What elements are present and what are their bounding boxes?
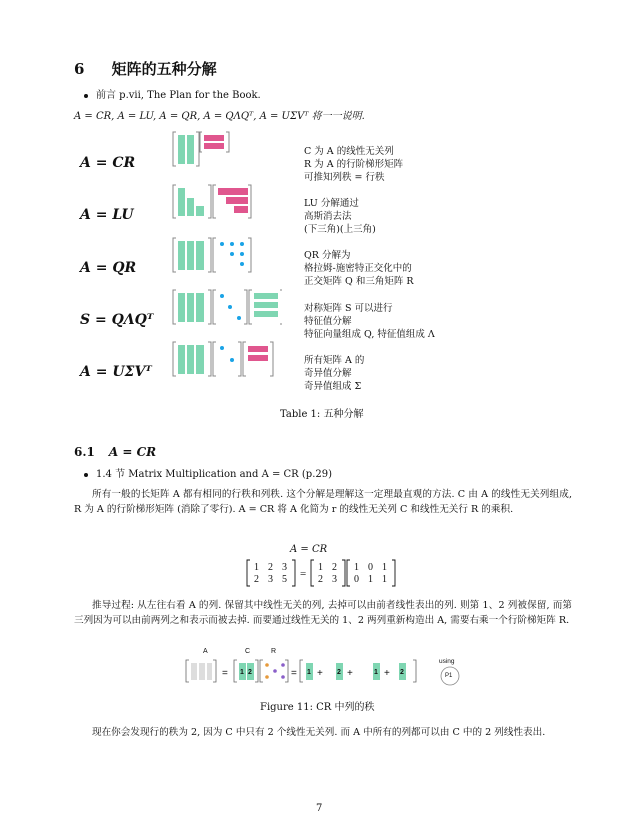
display-equation bbox=[246, 558, 396, 588]
matrix-a-cell: 3 bbox=[268, 574, 273, 585]
table-row-eq-cr: A = CR bbox=[80, 155, 136, 171]
equals-sign: = bbox=[300, 568, 307, 580]
desc-line: 特征值分解 bbox=[304, 316, 352, 327]
desc-line: 格拉姆-施密特正交化中的 bbox=[304, 263, 412, 274]
table-row-desc-cr bbox=[304, 145, 403, 184]
figure-cell-label: 1 bbox=[374, 669, 378, 676]
desc-line: 正交矩阵 Q 和三角矩阵 R bbox=[304, 276, 414, 287]
desc-line: (下三角)(上三角) bbox=[304, 224, 376, 235]
bullet-dot bbox=[84, 473, 88, 477]
table-row-eq-qlq: S = QΛQᵀ bbox=[80, 312, 154, 328]
desc-line: 特征向量组成 Q, 特征值组成 Λ bbox=[304, 329, 435, 340]
table-row-desc-qlq bbox=[304, 302, 435, 341]
subsection-heading bbox=[74, 445, 156, 459]
figure-11 bbox=[185, 648, 485, 690]
matrix-c-cell: 1 bbox=[318, 562, 323, 573]
display-eq-label: A = CR bbox=[290, 544, 328, 555]
subsection-title: A = CR bbox=[108, 445, 157, 459]
matrix-r-cell: 1 bbox=[368, 574, 373, 585]
table-row-eq-usv: A = UΣVᵀ bbox=[80, 364, 152, 380]
matrix-c-cell: 3 bbox=[332, 574, 337, 585]
paragraph-2: 推导过程: 从左往右看 A 的列. 保留其中线性无关的列, 去掉可以由前者线性表出的列. 则第 1、2 列被保留, 而第三列因为可以由前两列之和表示而被去掉. 而要通过线性无关的 1、2 两列重新构造出 A, 需要右乘一个行阶梯矩阵 R. bbox=[74, 600, 572, 626]
svg-text:=: = bbox=[222, 668, 228, 679]
svg-text:=: = bbox=[291, 668, 297, 679]
desc-line: 奇异值分解 bbox=[304, 368, 352, 379]
bullet-dot bbox=[84, 94, 88, 98]
svg-text:+: + bbox=[384, 668, 390, 679]
sub-bullet-text: 1.4 节 Matrix Multiplication and A = CR (p.29) bbox=[96, 469, 332, 480]
subsection-number: 6.1 bbox=[74, 445, 95, 459]
matrix-r-cell: 1 bbox=[354, 562, 359, 573]
matrix-c-cell: 2 bbox=[318, 574, 323, 585]
table-row-eq-qr: A = QR bbox=[80, 260, 137, 276]
paragraph-3: 现在你会发现行的秩为 2, 因为 C 中只有 2 个线性无关列. 而 A 中所有的列都可以由 C 中的 2 列线性表出. bbox=[92, 727, 546, 738]
desc-line: 可推知列秩 = 行秩 bbox=[304, 172, 385, 183]
matrix-r-cell: 1 bbox=[382, 562, 387, 573]
figure-cell-label: 2 bbox=[337, 669, 341, 676]
figure-cell-label: 2 bbox=[400, 669, 404, 676]
svg-text:+: + bbox=[317, 668, 323, 679]
table-row-desc-usv bbox=[304, 354, 364, 393]
figure-caption: Figure 11: CR 中列的秩 bbox=[260, 702, 375, 713]
table-row-desc-qr bbox=[304, 249, 414, 288]
matrix-c-cell: 2 bbox=[332, 562, 337, 573]
desc-line: QR 分解为 bbox=[304, 250, 351, 261]
desc-line: R 为 A 的行阶梯形矩阵 bbox=[304, 159, 404, 170]
table-caption: Table 1: 五种分解 bbox=[280, 409, 364, 420]
summary-line: A = CR, A = LU, A = QR, A = QΛQᵀ, A = UΣVᵀ 将一一说明. bbox=[74, 111, 365, 122]
table-row-eq-lu: A = LU bbox=[80, 207, 134, 223]
figure-cell-label: 2 bbox=[248, 669, 252, 676]
desc-line: LU 分解通过 bbox=[304, 198, 359, 209]
section-title: 矩阵的五种分解 bbox=[111, 60, 217, 78]
matrix-a-cell: 5 bbox=[282, 574, 287, 585]
matrix-r-cell: 0 bbox=[368, 562, 373, 573]
fig-label-a: A bbox=[203, 648, 208, 655]
table-row-desc-lu bbox=[304, 197, 376, 236]
fig-label-c: C bbox=[245, 648, 251, 655]
figure-cell-label: 1 bbox=[307, 669, 311, 676]
desc-line: C 为 A 的线性无关列 bbox=[304, 146, 394, 157]
matrix-a-cell: 2 bbox=[268, 562, 273, 573]
matrix-a-cell: 3 bbox=[282, 562, 287, 573]
desc-line: 所有矩阵 A 的 bbox=[304, 355, 365, 366]
page-number: 7 bbox=[316, 803, 323, 814]
preface-bullet-text: 前言 p.vii, The Plan for the Book. bbox=[96, 90, 261, 101]
matrix-r-cell: 1 bbox=[382, 574, 387, 585]
desc-line: 高斯消去法 bbox=[304, 211, 352, 222]
desc-line: 奇异值组成 Σ bbox=[304, 381, 362, 392]
svg-text:+: + bbox=[347, 668, 353, 679]
figure-cell-label: 1 bbox=[240, 669, 244, 676]
using-sub-label: P1 bbox=[445, 673, 453, 679]
matrix-r-cell: 0 bbox=[354, 574, 359, 585]
desc-line: 对称矩阵 S 可以进行 bbox=[304, 303, 393, 314]
fig-label-r: R bbox=[271, 648, 277, 655]
paragraph-1: 所有一般的长矩阵 A 都有相同的行秩和列秩. 这个分解是理解这一定理最直观的方法. C 由 A 的线性无关列组成, R 为 A 的行阶梯形矩阵 (消除了零行). A = CR 将 A 化简为 r 的线性无关列 C 和线性无关行 R 的乘积. bbox=[74, 489, 572, 515]
factorization-icons bbox=[172, 130, 282, 400]
section-number: 6 bbox=[74, 60, 85, 78]
matrix-a-cell: 2 bbox=[254, 574, 259, 585]
using-label: using bbox=[439, 658, 455, 665]
preface-bullet bbox=[84, 86, 261, 101]
sub-bullet bbox=[84, 465, 332, 480]
matrix-a-cell: 1 bbox=[254, 562, 259, 573]
section-heading bbox=[74, 58, 217, 79]
figure-11-graphic bbox=[185, 658, 430, 686]
